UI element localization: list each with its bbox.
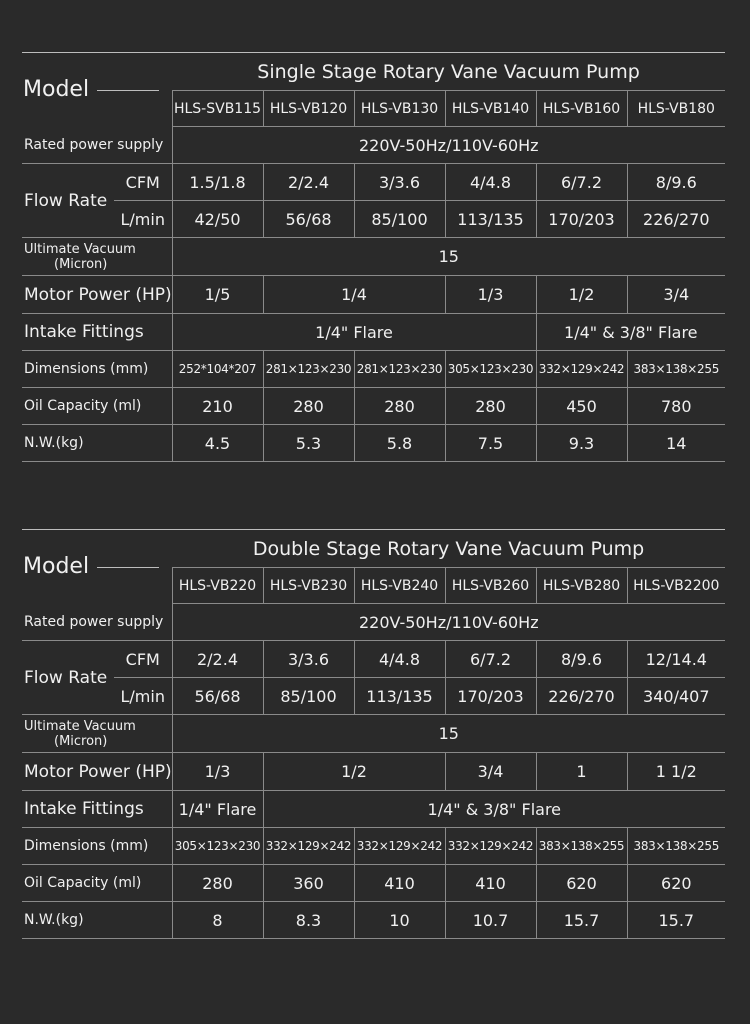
motor-power-value: 1/2	[536, 276, 627, 314]
intake-fittings-value: 1/4" & 3/8" Flare	[536, 314, 725, 351]
rated-power-value: 220V-50Hz/110V-60Hz	[172, 127, 725, 164]
dimensions-value: 252*104*207	[172, 351, 263, 388]
model-name: HLS-VB120	[263, 91, 354, 127]
cfm-value: 4/4.8	[354, 641, 445, 678]
motor-power-value: 1	[536, 753, 627, 791]
oil-capacity-value: 410	[445, 865, 536, 902]
net-weight-value: 7.5	[445, 425, 536, 462]
rated-power-label: Rated power supply	[22, 127, 172, 164]
model-name: HLS-VB220	[172, 568, 263, 604]
oil-capacity-value: 450	[536, 388, 627, 425]
lmin-label: L/min	[114, 678, 172, 715]
ultimate-vacuum-label	[22, 238, 172, 276]
cfm-value: 3/3.6	[263, 641, 354, 678]
net-weight-value: 8.3	[263, 902, 354, 939]
oil-capacity-value: 280	[263, 388, 354, 425]
cfm-value: 6/7.2	[536, 164, 627, 201]
dimensions-value: 305×123×230	[172, 828, 263, 865]
ultimate-vacuum-label-line1: Ultimate Vacuum	[24, 718, 136, 734]
model-divider	[97, 567, 159, 568]
model-label-cell	[22, 530, 172, 604]
dimensions-value: 383×138×255	[627, 351, 725, 388]
intake-fittings-value: 1/4" Flare	[172, 791, 263, 828]
flow-rate-label: Flow Rate	[22, 164, 114, 238]
model-label: Model	[23, 554, 90, 580]
net-weight-value: 9.3	[536, 425, 627, 462]
oil-capacity-value: 620	[627, 865, 725, 902]
dimensions-value: 305×123×230	[445, 351, 536, 388]
intake-fittings-value: 1/4" & 3/8" Flare	[263, 791, 725, 828]
lmin-value: 85/100	[354, 201, 445, 238]
model-label: Model	[23, 77, 90, 103]
net-weight-value: 14	[627, 425, 725, 462]
lmin-value: 56/68	[263, 201, 354, 238]
model-name: HLS-VB180	[627, 91, 725, 127]
cfm-value: 4/4.8	[445, 164, 536, 201]
cfm-value: 3/3.6	[354, 164, 445, 201]
ultimate-vacuum-label-line2: (Micron)	[54, 256, 108, 272]
model-name: HLS-VB240	[354, 568, 445, 604]
ultimate-vacuum-label	[22, 715, 172, 753]
lmin-value: 85/100	[263, 678, 354, 715]
cfm-value: 2/2.4	[172, 641, 263, 678]
oil-capacity-value: 410	[354, 865, 445, 902]
intake-fittings-label: Intake Fittings	[22, 314, 172, 351]
table-title: Double Stage Rotary Vane Vacuum Pump	[172, 530, 725, 568]
table-title: Single Stage Rotary Vane Vacuum Pump	[172, 53, 725, 91]
oil-capacity-value: 280	[445, 388, 536, 425]
lmin-label: L/min	[114, 201, 172, 238]
oil-capacity-value: 780	[627, 388, 725, 425]
dimensions-value: 332×129×242	[354, 828, 445, 865]
dimensions-label: Dimensions (mm)	[22, 828, 172, 865]
model-label-cell	[22, 53, 172, 127]
cfm-value: 2/2.4	[263, 164, 354, 201]
dimensions-value: 383×138×255	[536, 828, 627, 865]
motor-power-value: 3/4	[627, 276, 725, 314]
cfm-value: 1.5/1.8	[172, 164, 263, 201]
rated-power-value: 220V-50Hz/110V-60Hz	[172, 604, 725, 641]
dimensions-value: 383×138×255	[627, 828, 725, 865]
net-weight-label: N.W.(kg)	[22, 425, 172, 462]
ultimate-vacuum-value: 15	[172, 715, 725, 753]
cfm-label: CFM	[114, 164, 172, 201]
net-weight-value: 15.7	[536, 902, 627, 939]
oil-capacity-label: Oil Capacity (ml)	[22, 388, 172, 425]
spec-table	[22, 529, 725, 939]
net-weight-value: 4.5	[172, 425, 263, 462]
intake-fittings-label: Intake Fittings	[22, 791, 172, 828]
motor-power-value: 1/4	[263, 276, 445, 314]
motor-power-value: 1/5	[172, 276, 263, 314]
net-weight-label: N.W.(kg)	[22, 902, 172, 939]
net-weight-value: 15.7	[627, 902, 725, 939]
cfm-value: 8/9.6	[627, 164, 725, 201]
rated-power-label: Rated power supply	[22, 604, 172, 641]
flow-rate-label: Flow Rate	[22, 641, 114, 715]
lmin-value: 170/203	[536, 201, 627, 238]
oil-capacity-value: 360	[263, 865, 354, 902]
net-weight-value: 8	[172, 902, 263, 939]
lmin-value: 170/203	[445, 678, 536, 715]
motor-power-value: 1/2	[263, 753, 445, 791]
motor-power-value: 3/4	[445, 753, 536, 791]
motor-power-value: 1/3	[445, 276, 536, 314]
lmin-value: 42/50	[172, 201, 263, 238]
cfm-label: CFM	[114, 641, 172, 678]
ultimate-vacuum-label-line2: (Micron)	[54, 733, 108, 749]
intake-fittings-value: 1/4" Flare	[172, 314, 536, 351]
model-name: HLS-VB130	[354, 91, 445, 127]
oil-capacity-label: Oil Capacity (ml)	[22, 865, 172, 902]
dimensions-value: 281×123×230	[263, 351, 354, 388]
motor-power-label: Motor Power (HP)	[22, 276, 172, 314]
model-name: HLS-SVB115	[172, 91, 263, 127]
lmin-value: 113/135	[354, 678, 445, 715]
model-name: HLS-VB2200	[627, 568, 725, 604]
model-name: HLS-VB230	[263, 568, 354, 604]
cfm-value: 12/14.4	[627, 641, 725, 678]
oil-capacity-value: 620	[536, 865, 627, 902]
motor-power-label: Motor Power (HP)	[22, 753, 172, 791]
dimensions-value: 332×129×242	[263, 828, 354, 865]
dimensions-value: 332×129×242	[536, 351, 627, 388]
model-name: HLS-VB260	[445, 568, 536, 604]
net-weight-value: 10.7	[445, 902, 536, 939]
net-weight-value: 5.8	[354, 425, 445, 462]
spec-table	[22, 52, 725, 462]
model-name: HLS-VB140	[445, 91, 536, 127]
dimensions-value: 281×123×230	[354, 351, 445, 388]
dimensions-value: 332×129×242	[445, 828, 536, 865]
net-weight-value: 10	[354, 902, 445, 939]
ultimate-vacuum-label-line1: Ultimate Vacuum	[24, 241, 136, 257]
net-weight-value: 5.3	[263, 425, 354, 462]
cfm-value: 6/7.2	[445, 641, 536, 678]
single-stage-spec-table	[22, 52, 725, 462]
oil-capacity-value: 280	[172, 865, 263, 902]
lmin-value: 226/270	[627, 201, 725, 238]
dimensions-label: Dimensions (mm)	[22, 351, 172, 388]
oil-capacity-value: 280	[354, 388, 445, 425]
cfm-value: 8/9.6	[536, 641, 627, 678]
ultimate-vacuum-value: 15	[172, 238, 725, 276]
model-divider	[97, 90, 159, 91]
double-stage-spec-table	[22, 529, 725, 939]
lmin-value: 56/68	[172, 678, 263, 715]
lmin-value: 340/407	[627, 678, 725, 715]
lmin-value: 113/135	[445, 201, 536, 238]
oil-capacity-value: 210	[172, 388, 263, 425]
motor-power-value: 1 1/2	[627, 753, 725, 791]
model-name: HLS-VB160	[536, 91, 627, 127]
motor-power-value: 1/3	[172, 753, 263, 791]
lmin-value: 226/270	[536, 678, 627, 715]
model-name: HLS-VB280	[536, 568, 627, 604]
